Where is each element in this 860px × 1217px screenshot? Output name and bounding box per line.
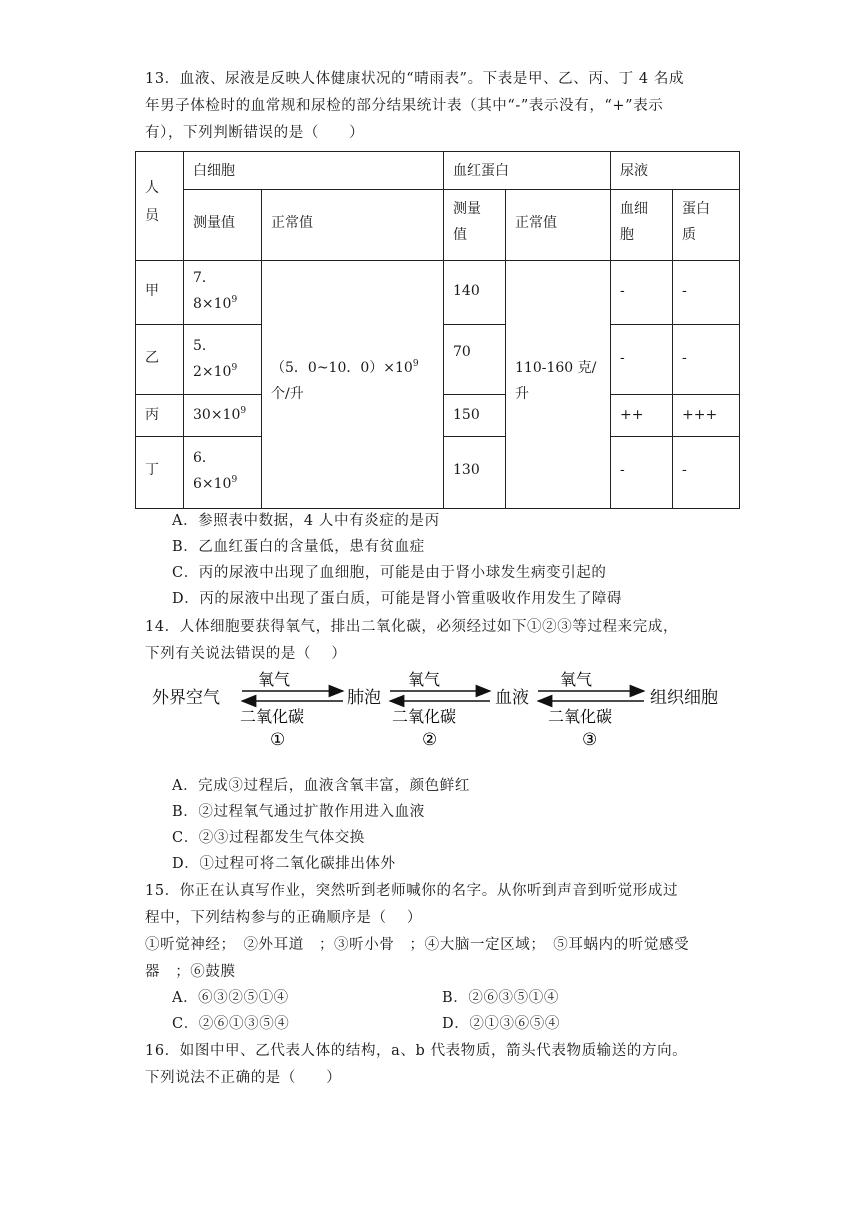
- q16-stem-line: 下列说法不正确的是（ ）: [145, 1070, 342, 1086]
- label-oxygen: 氧气: [408, 670, 441, 689]
- marker-3: ③: [582, 730, 598, 750]
- q13-stem: [145, 66, 735, 147]
- person-cell: 乙: [136, 325, 184, 395]
- header-hb: 血红蛋白: [444, 152, 611, 190]
- header-blood-cell: 血细胞: [611, 190, 673, 261]
- q15-options: [172, 985, 732, 1037]
- wbc-value: 7． $8\times 10^9$: [184, 261, 262, 325]
- node-tissue-cells: 组织细胞: [650, 688, 718, 708]
- q15-stem-line: ①听觉神经； ②外耳道 ；③听小骨 ；④大脑一定区域； ⑤耳蜗内的听觉感受: [145, 937, 690, 953]
- label-oxygen: 氧气: [560, 670, 593, 689]
- q14-option-c: C．②③过程都发生气体交换: [172, 830, 365, 846]
- q15-option-b: B．②⑥③⑤①④: [442, 990, 559, 1006]
- hb-value: 70: [444, 325, 506, 395]
- header-wbc: 白细胞: [184, 152, 444, 190]
- urine-blood-cell: -: [611, 437, 673, 509]
- q13-option-b: B．乙血红蛋白的含量低，患有贫血症: [172, 539, 425, 555]
- header-protein: 蛋白质: [673, 190, 740, 261]
- q15-stem: [145, 878, 735, 986]
- q13-option-c: C．丙的尿液中出现了血细胞，可能是由于肾小球发生病变引起的: [172, 565, 607, 581]
- q14-option-d: D．①过程可将二氧化碳排出体外: [172, 856, 396, 872]
- header-hb-normal: 正常值: [506, 190, 611, 261]
- blood-urine-table: [135, 151, 740, 509]
- q13-stem-line: 年男子体检时的血常规和尿检的部分结果统计表（其中“-”表示没有，“+”表示: [145, 98, 664, 114]
- marker-1: ①: [270, 730, 286, 750]
- q14-stem-line: 14．人体细胞要获得氧气，排出二氧化碳，必须经过如下①②③等过程来完成，: [145, 619, 679, 635]
- q13-option-d: D．丙的尿液中出现了蛋白质，可能是肾小管重吸收作用发生了障碍: [172, 591, 623, 607]
- urine-protein: -: [673, 437, 740, 509]
- q13-stem-line: 13．血液、尿液是反映人体健康状况的“晴雨表”。下表是甲、乙、丙、丁 4 名成: [145, 71, 685, 87]
- node-outside-air: 外界空气: [152, 688, 220, 708]
- wbc-value: 5． $2\times 10^9$: [184, 325, 262, 395]
- q15-option-c: C．②⑥①③⑤④: [172, 1016, 290, 1032]
- label-co2: 二氧化碳: [240, 707, 305, 726]
- hb-value: 150: [444, 395, 506, 437]
- urine-protein: -: [673, 261, 740, 325]
- person-cell: 丁: [136, 437, 184, 509]
- hb-value: 140: [444, 261, 506, 325]
- q15-stem-line: 程中，下列结构参与的正确顺序是（ ）: [145, 910, 423, 926]
- q15-stem-line: 器 ；⑥鼓膜: [145, 964, 236, 980]
- hb-normal-range: 110-160 克/ 升: [506, 261, 611, 509]
- q14-stem: [145, 614, 735, 668]
- label-co2: 二氧化碳: [392, 707, 457, 726]
- gas-exchange-diagram: [150, 665, 740, 750]
- header-urine: 尿液: [611, 152, 740, 190]
- wbc-normal-range: （5．0~10．$0)\times 10^9$ 个/升: [262, 261, 444, 509]
- q14-options: [172, 773, 470, 877]
- q13-options: [172, 508, 622, 612]
- q14-stem-line: 下列有关说法错误的是（ ）: [145, 646, 347, 662]
- wbc-value: $30\times 10^9$: [184, 395, 262, 437]
- person-cell: 丙: [136, 395, 184, 437]
- q14-option-b: B．②过程氧气通过扩散作用进入血液: [172, 804, 425, 820]
- header-hb-measured: 测量值: [444, 190, 506, 261]
- urine-blood-cell: ++: [611, 395, 673, 437]
- wbc-value: 6． $6\times 10^9$: [184, 437, 262, 509]
- q15-stem-line: 15．你正在认真写作业，突然听到老师喊你的名字。从你听到声音到听觉形成过: [145, 883, 679, 899]
- q16-stem-line: 16．如图中甲、乙代表人体的结构，a、b 代表物质，箭头代表物质输送的方向。: [145, 1043, 688, 1059]
- label-co2: 二氧化碳: [548, 707, 613, 726]
- marker-2: ②: [422, 730, 438, 750]
- q14-option-a: A．完成③过程后，血液含氧丰富，颜色鲜红: [172, 778, 470, 794]
- hb-value: 130: [444, 437, 506, 509]
- urine-protein: +++: [673, 395, 740, 437]
- q15-option-d: D．②①③⑥⑤④: [442, 1016, 560, 1032]
- header-wbc-normal: 正常值: [262, 190, 444, 261]
- q13-stem-line: 有），下列判断错误的是（ ）: [145, 125, 365, 141]
- node-alveoli: 肺泡: [347, 688, 381, 708]
- q13-option-a: A．参照表中数据，4 人中有炎症的是丙: [172, 513, 440, 529]
- header-wbc-measured: 测量值: [184, 190, 262, 261]
- urine-blood-cell: -: [611, 325, 673, 395]
- label-oxygen: 氧气: [258, 670, 291, 689]
- urine-protein: -: [673, 325, 740, 395]
- node-blood: 血液: [495, 688, 529, 708]
- q16-stem: [145, 1038, 735, 1092]
- header-person: 人员: [136, 152, 184, 261]
- person-cell: 甲: [136, 261, 184, 325]
- q15-option-a: A．⑥③②⑤①④: [172, 990, 289, 1006]
- urine-blood-cell: -: [611, 261, 673, 325]
